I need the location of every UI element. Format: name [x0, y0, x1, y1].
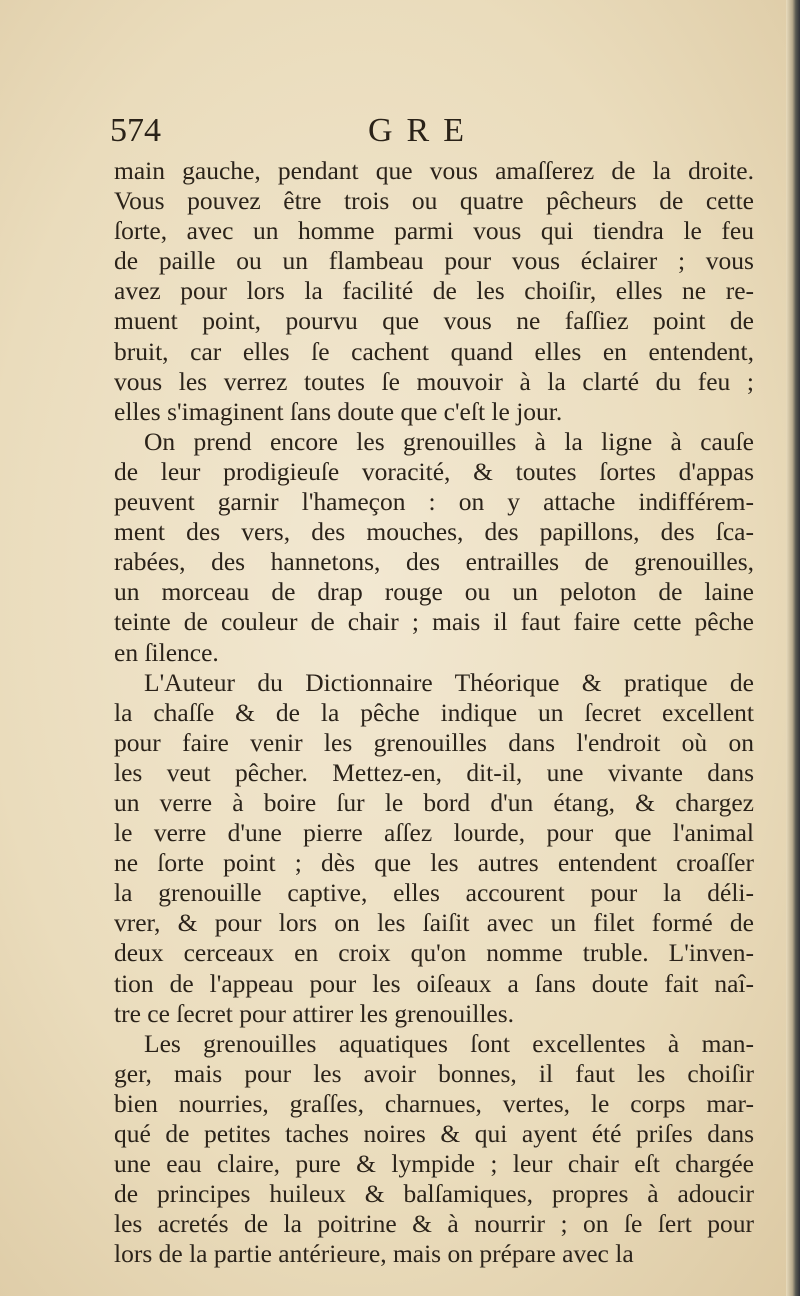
page-gutter — [786, 0, 800, 1296]
text-line: On prend encore les grenouilles à la ligne à cauſe — [144, 426, 754, 456]
text-line: avez pour lors la facilité de les choiſir, elles ne re- — [114, 276, 754, 306]
text-line: les acretés de la poitrine & à nourrir ; on ſe ſert pour — [114, 1209, 754, 1239]
text-line: rabées, des hannetons, des entrailles de grenouilles, — [114, 547, 754, 577]
text-line: pour faire venir les grenouilles dans l'endroit où on — [114, 727, 754, 757]
text-line: elles s'imaginent ſans doute que c'eſt le jour. — [114, 396, 563, 426]
text-line: tion de l'appeau pour les oiſeaux a ſans doute fait naî- — [114, 968, 754, 998]
text-line: ſorte, avec un homme parmi vous qui tiendra le feu — [114, 216, 754, 246]
paragraph — [114, 427, 754, 668]
running-head — [110, 112, 750, 156]
text-line: qué de petites taches noires & qui ayent été priſes dans — [114, 1119, 754, 1148]
text-line: main gauche, pendant que vous amaſſerez de la droite. — [114, 156, 754, 185]
text-line: L'Auteur du Dictionnaire Théorique & pratique de — [144, 667, 754, 697]
text-line: Vous pouvez être trois ou quatre pêcheurs de cette — [114, 186, 754, 216]
running-title: GRE — [368, 112, 478, 149]
text-line: un morceau de drap rouge ou un peloton de laine — [114, 577, 754, 607]
text-line: un verre à boire ſur le bord d'un étang, & chargez — [114, 787, 754, 817]
text-line: lors de la partie antérieure, mais on prépare avec la — [114, 1239, 634, 1269]
body-text — [114, 156, 754, 1269]
text-line: en ſilence. — [114, 637, 219, 667]
paragraph — [114, 1029, 754, 1270]
text-line: muent point, pourvu que vous ne faſſiez point de — [114, 306, 754, 336]
paragraph — [114, 156, 754, 427]
text-line: la grenouille captive, elles accourent pour la déli- — [114, 878, 754, 908]
text-line: ment des vers, des mouches, des papillons, des ſca- — [114, 517, 754, 547]
text-line: de leur prodigieuſe voracité, & toutes ſortes d'appas — [114, 456, 754, 486]
text-line: la chaſſe & de la pêche indique un ſecret excellent — [114, 697, 754, 727]
text-line: de principes huileux & balſamiques, propres à adoucir — [114, 1179, 754, 1209]
text-line: une eau claire, pure & lympide ; leur chair eſt chargée — [114, 1149, 754, 1179]
text-line: le verre d'une pierre aſſez lourde, pour que l'animal — [114, 818, 754, 848]
text-line: vous les verrez toutes ſe mouvoir à la clarté du feu ; — [114, 366, 754, 396]
text-line: ne ſorte point ; dès que les autres entendent croaſſer — [114, 848, 754, 878]
paragraph — [114, 668, 754, 1029]
text-line: bruit, car elles ſe cachent quand elles en entendent, — [114, 336, 754, 366]
text-line: teinte de couleur de chair ; mais il faut faire cette pêche — [114, 607, 754, 637]
text-line: tre ce ſecret pour attirer les grenouilles. — [114, 998, 515, 1028]
text-line: de paille ou un flambeau pour vous éclairer ; vous — [114, 246, 754, 276]
text-line: peuvent garnir l'hameçon : on y attache indifférem- — [114, 487, 754, 517]
page-number: 574 — [110, 112, 161, 149]
text-line: ger, mais pour les avoir bonnes, il faut les choiſir — [114, 1058, 754, 1088]
text-line: bien nourries, graſſes, charnues, vertes, le corps mar- — [114, 1088, 754, 1118]
text-line: Les grenouilles aquatiques ſont excellentes à man- — [144, 1028, 754, 1058]
text-line: les veut pêcher. Mettez-en, dit-il, une vivante dans — [114, 757, 754, 787]
text-line: vrer, & pour lors on les ſaiſit avec un filet formé de — [114, 908, 754, 938]
text-line: deux cerceaux en croix qu'on nomme truble. L'inven- — [114, 938, 754, 968]
